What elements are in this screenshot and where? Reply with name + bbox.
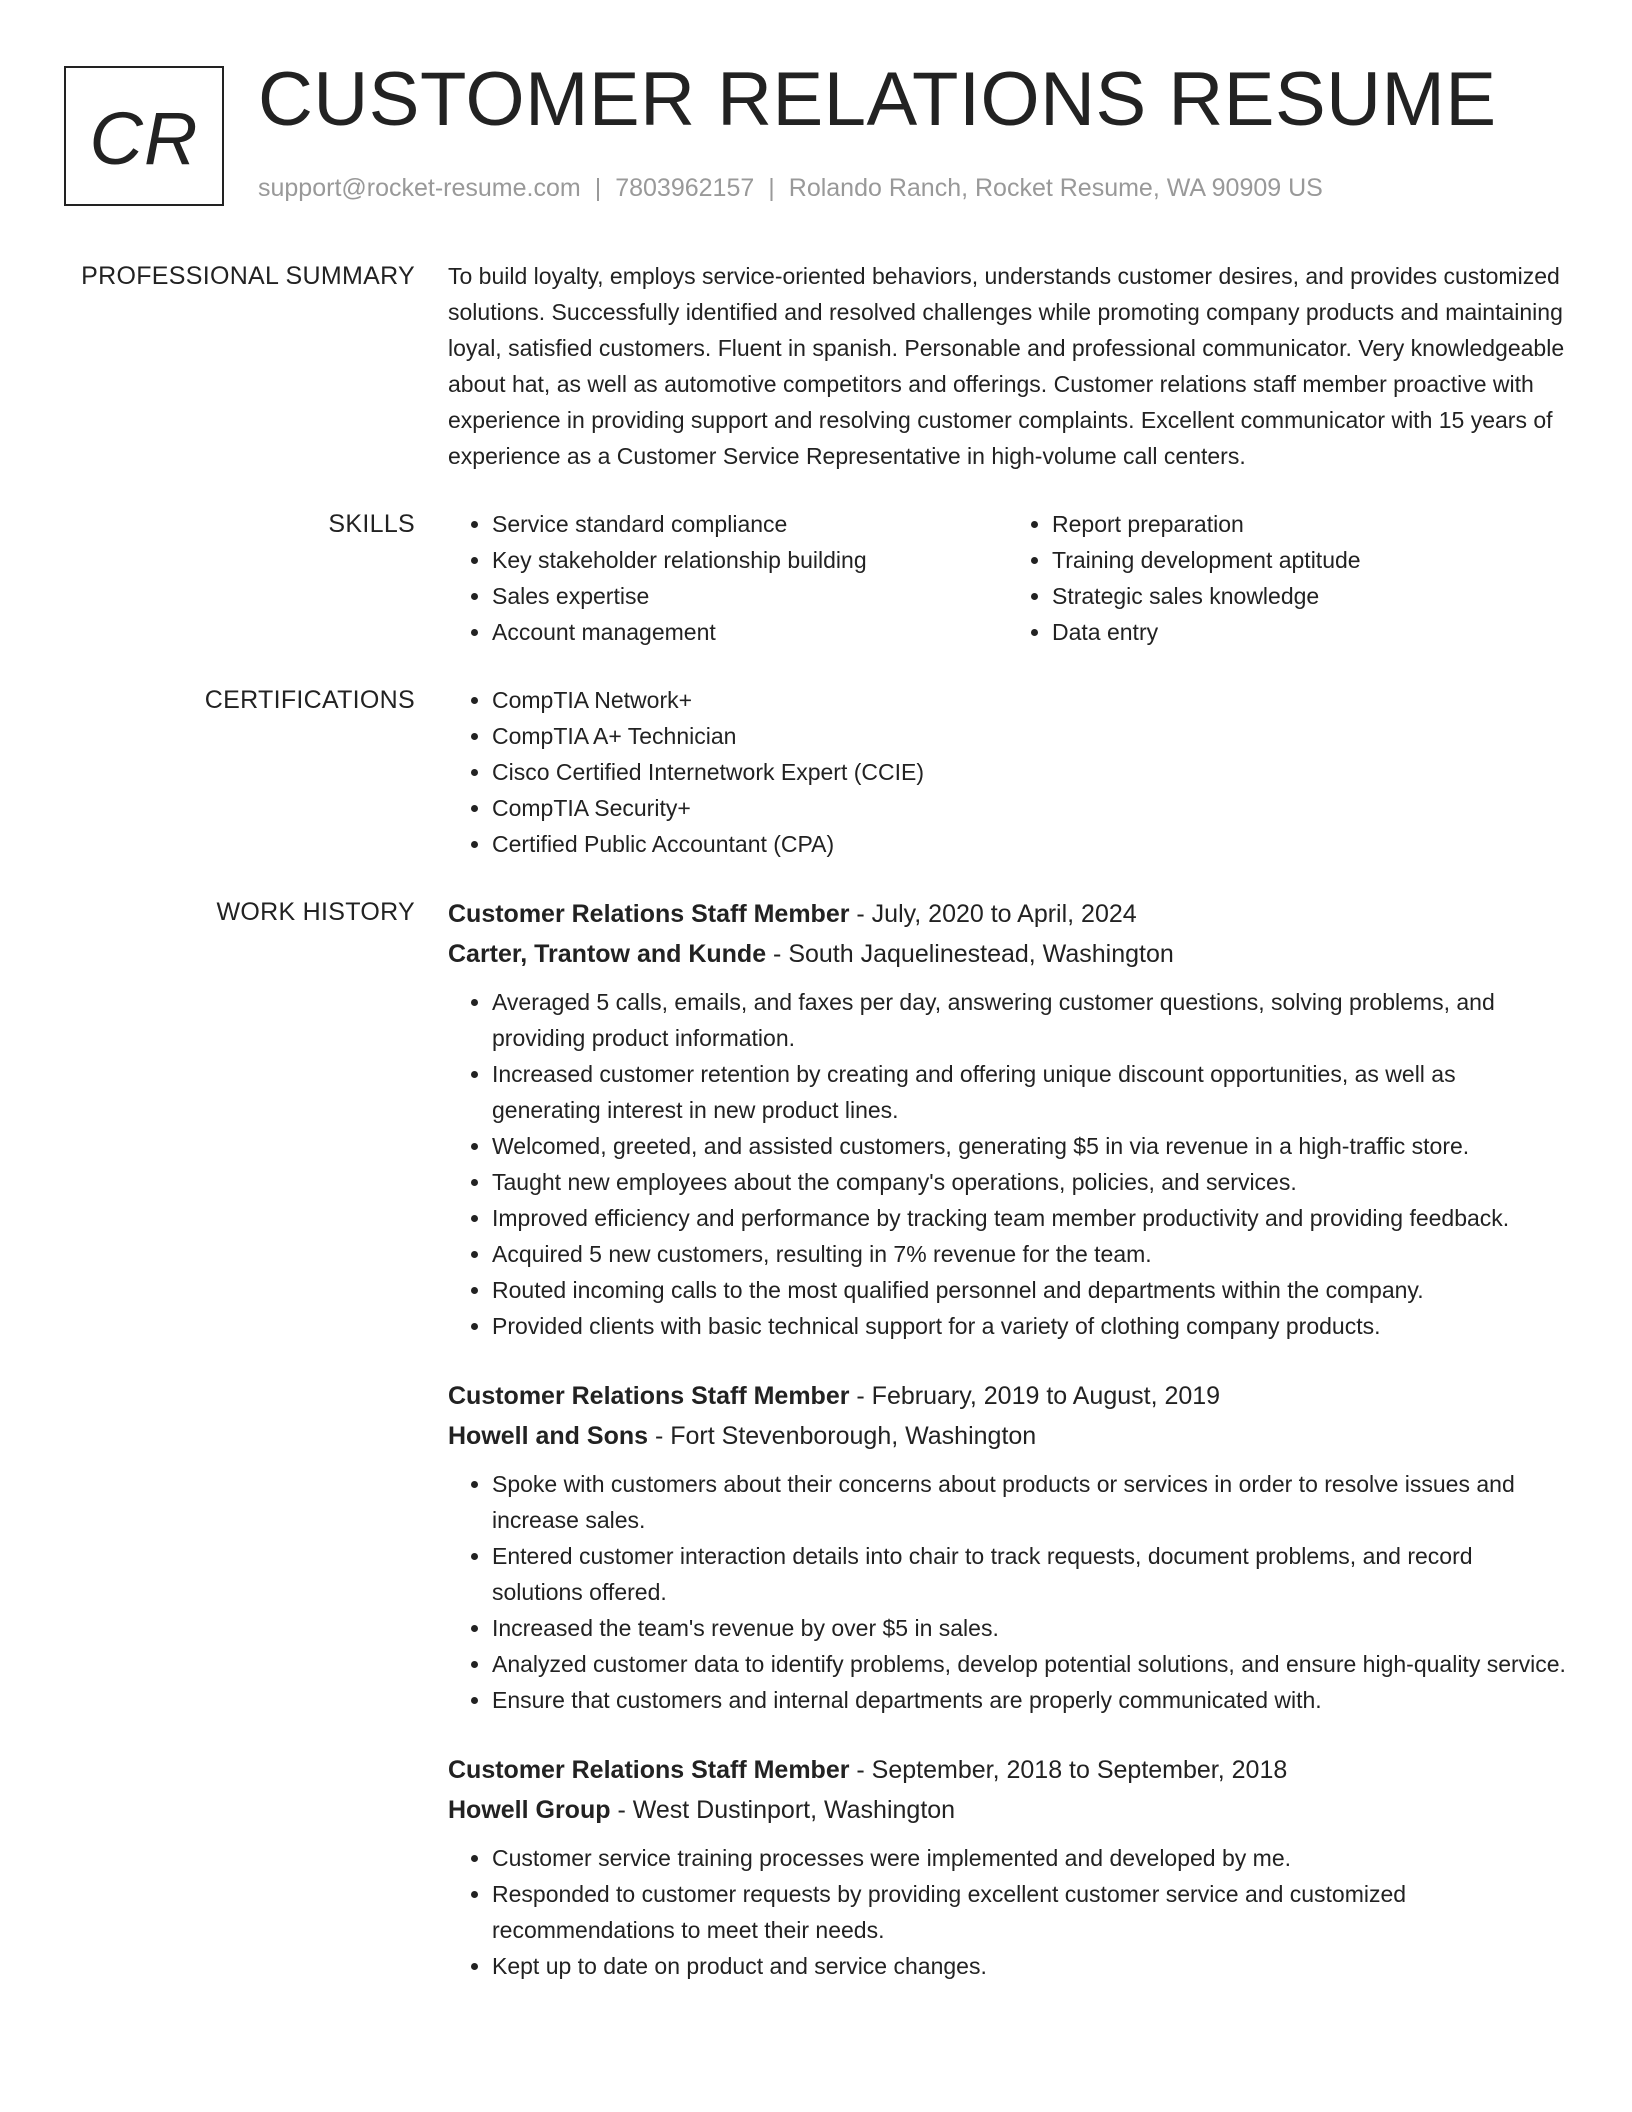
job-title: Customer Relations Staff Member xyxy=(448,1756,850,1784)
certification-item: • Cisco Certified Internetwork Expert (CCIE) xyxy=(492,754,1568,790)
job-bullet: • Spoke with customers about their concerns about products or services in order to resolve issues and increase sales. xyxy=(492,1466,1568,1538)
contact-address: Rolando Ranch, Rocket Resume, WA 90909 US xyxy=(788,174,1323,202)
section-label-certifications: CERTIFICATIONS xyxy=(204,686,415,714)
job-bullet: • Welcomed, greeted, and assisted customers, generating $5 in via revenue in a high-traffic store. xyxy=(492,1128,1568,1164)
skill-item: • Report preparation xyxy=(1052,506,1568,542)
job-bullet: • Kept up to date on product and service changes. xyxy=(492,1948,1568,1984)
certification-item: • Certified Public Accountant (CPA) xyxy=(492,826,1568,862)
summary-body xyxy=(448,258,1568,474)
job-bullet: • Entered customer interaction details into chair to track requests, document problems, and record solutions offered. xyxy=(492,1538,1568,1610)
job-bullets xyxy=(448,1840,1568,1984)
job-company-line xyxy=(448,1416,1568,1456)
job-bullet: • Provided clients with basic technical support for a variety of clothing company products. xyxy=(492,1308,1568,1344)
certifications-body xyxy=(448,682,1568,862)
job-title-line xyxy=(448,1750,1568,1790)
job-entry xyxy=(448,1376,1568,1718)
job-bullet: • Customer service training processes were implemented and developed by me. xyxy=(492,1840,1568,1876)
skills-section xyxy=(0,506,1632,650)
job-bullet: • Taught new employees about the company's operations, policies, and services. xyxy=(492,1164,1568,1200)
work-history-section xyxy=(0,894,1632,2016)
summary-text: To build loyalty, employs service-oriented behaviors, understands customer desires, and provides customized solutions. Successfully identified and resolved challenges while promoting company products and maintaining loyal, satisfied customers. Fluent in spanish. Personable and professional communicator. Very knowledgeable about hat, as well as automotive competitors and offerings. Customer relations staff member proactive with experience in providing support and resolving customer complaints. Excellent communicator with 15 years of experience as a Customer Service Representative in high-volume call centers. xyxy=(448,263,1565,469)
job-location: - South Jaquelinestead, Washington xyxy=(766,940,1174,968)
skill-item: • Data entry xyxy=(1052,614,1568,650)
job-entry xyxy=(448,894,1568,1344)
skill-item: • Key stakeholder relationship building xyxy=(492,542,1008,578)
contact-phone: 7803962157 xyxy=(615,174,755,202)
skills-grid xyxy=(448,506,1568,650)
job-bullets xyxy=(448,1466,1568,1718)
skills-list-left xyxy=(448,506,1008,650)
monogram-initials: CR xyxy=(89,96,199,180)
skill-item: • Sales expertise xyxy=(492,578,1008,614)
skills-body xyxy=(448,506,1568,650)
skills-list-right xyxy=(1008,506,1568,650)
resume-content xyxy=(0,258,1632,2048)
job-company: Howell Group xyxy=(448,1796,611,1824)
summary-section xyxy=(0,258,1632,474)
contact-email: support@rocket-resume.com xyxy=(258,174,581,202)
job-title-line xyxy=(448,1376,1568,1416)
section-label-summary: PROFESSIONAL SUMMARY xyxy=(81,262,415,290)
certification-item: • CompTIA Security+ xyxy=(492,790,1568,826)
skill-item: • Service standard compliance xyxy=(492,506,1008,542)
contact-line xyxy=(258,174,1323,203)
section-label-work-history: WORK HISTORY xyxy=(216,898,415,926)
job-entry xyxy=(448,1750,1568,1984)
job-location: - Fort Stevenborough, Washington xyxy=(648,1422,1037,1450)
job-company: Carter, Trantow and Kunde xyxy=(448,940,767,968)
job-bullets xyxy=(448,984,1568,1344)
page-title: CUSTOMER RELATIONS RESUME xyxy=(258,57,1497,142)
job-dates: - February, 2019 to August, 2019 xyxy=(849,1382,1221,1410)
job-bullet: • Averaged 5 calls, emails, and faxes per day, answering customer questions, solving problems, and providing product information. xyxy=(492,984,1568,1056)
job-title: Customer Relations Staff Member xyxy=(448,900,850,928)
section-label-skills: SKILLS xyxy=(328,510,415,538)
job-location: - West Dustinport, Washington xyxy=(610,1796,956,1824)
job-bullet: • Acquired 5 new customers, resulting in 7% revenue for the team. xyxy=(492,1236,1568,1272)
job-title: Customer Relations Staff Member xyxy=(448,1382,850,1410)
job-dates: - July, 2020 to April, 2024 xyxy=(849,900,1137,928)
job-title-line xyxy=(448,894,1568,934)
contact-separator: | xyxy=(594,174,602,202)
job-bullet: • Increased customer retention by creating and offering unique discount opportunities, as well as generating interest in new product lines. xyxy=(492,1056,1568,1128)
certifications-section xyxy=(0,682,1632,862)
job-company-line xyxy=(448,1790,1568,1830)
skill-item: • Training development aptitude xyxy=(1052,542,1568,578)
monogram-box xyxy=(64,66,224,206)
certification-item: • CompTIA Network+ xyxy=(492,682,1568,718)
skill-item: • Account management xyxy=(492,614,1008,650)
contact-separator: | xyxy=(768,174,775,202)
job-dates: - September, 2018 to September, 2018 xyxy=(849,1756,1288,1784)
certification-item: • CompTIA A+ Technician xyxy=(492,718,1568,754)
job-bullet: • Responded to customer requests by providing excellent customer service and customized recommendations to meet their needs. xyxy=(492,1876,1568,1948)
certifications-list xyxy=(448,682,1568,862)
skill-item: • Strategic sales knowledge xyxy=(1052,578,1568,614)
job-bullet: • Ensure that customers and internal departments are properly communicated with. xyxy=(492,1682,1568,1718)
job-company: Howell and Sons xyxy=(448,1422,649,1450)
work-history-body xyxy=(448,894,1568,2016)
job-bullet: • Analyzed customer data to identify problems, develop potential solutions, and ensure high-quality service. xyxy=(492,1646,1568,1682)
job-bullet: • Routed incoming calls to the most qualified personnel and departments within the company. xyxy=(492,1272,1568,1308)
job-bullet: • Improved efficiency and performance by tracking team member productivity and providing feedback. xyxy=(492,1200,1568,1236)
job-bullet: • Increased the team's revenue by over $5 in sales. xyxy=(492,1610,1568,1646)
job-company-line xyxy=(448,934,1568,974)
